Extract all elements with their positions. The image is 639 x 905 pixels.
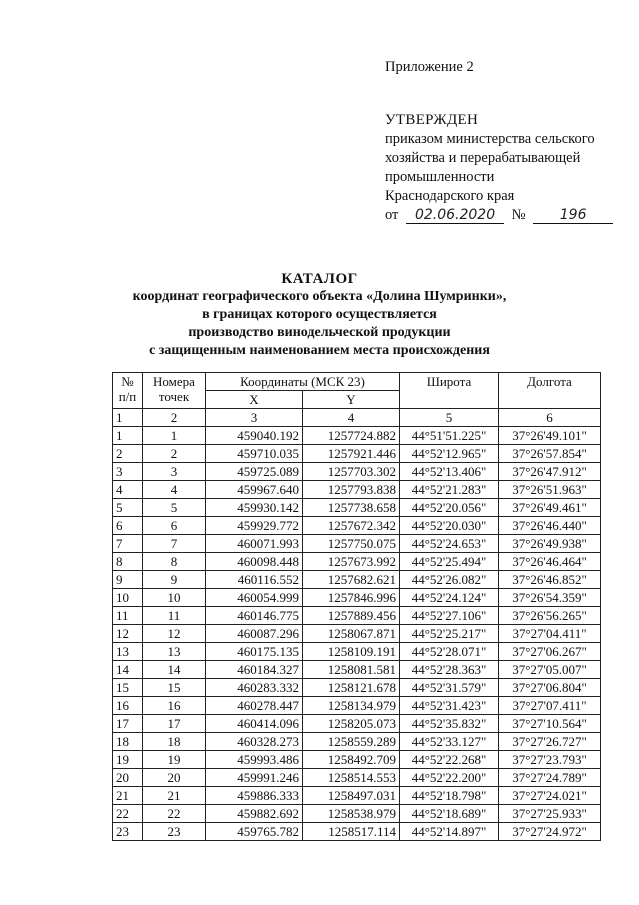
table-row — [113, 481, 601, 499]
index-cell: 1 — [113, 409, 143, 427]
header-y: Y — [303, 391, 400, 409]
x-cell: 459765.782 — [206, 823, 303, 841]
y-cell: 1257793.838 — [303, 481, 400, 499]
point-number-cell: 18 — [143, 733, 206, 751]
row-number-cell: 23 — [113, 823, 143, 841]
table-row — [113, 607, 601, 625]
table-row — [113, 427, 601, 445]
x-cell: 460087.296 — [206, 625, 303, 643]
y-cell: 1258134.979 — [303, 697, 400, 715]
x-cell: 459882.692 — [206, 805, 303, 823]
table-row — [113, 697, 601, 715]
longitude-cell: 37°26'54.359" — [499, 589, 601, 607]
point-number-cell: 11 — [143, 607, 206, 625]
longitude-cell: 37°27'23.793" — [499, 751, 601, 769]
longitude-cell: 37°27'06.804" — [499, 679, 601, 697]
latitude-cell: 44°52'26.082" — [400, 571, 499, 589]
longitude-cell: 37°27'07.411" — [499, 697, 601, 715]
row-number-cell: 21 — [113, 787, 143, 805]
table-row — [113, 787, 601, 805]
point-number-cell: 1 — [143, 427, 206, 445]
x-cell: 460414.096 — [206, 715, 303, 733]
heading-line-1: координат географического объекта «Долина Шумринки», — [132, 289, 507, 304]
point-number-cell: 19 — [143, 751, 206, 769]
header-lon: Долгота — [499, 373, 601, 409]
table-row — [113, 769, 601, 787]
point-number-cell: 14 — [143, 661, 206, 679]
row-number-cell: 20 — [113, 769, 143, 787]
latitude-cell: 44°52'14.897" — [400, 823, 499, 841]
order-date: 02.06.2020 — [406, 207, 504, 224]
point-number-cell: 16 — [143, 697, 206, 715]
row-number-cell: 16 — [113, 697, 143, 715]
latitude-cell: 44°52'20.056" — [400, 499, 499, 517]
table-row — [113, 499, 601, 517]
latitude-cell: 44°52'24.653" — [400, 535, 499, 553]
table-row — [113, 661, 601, 679]
point-number-cell: 2 — [143, 445, 206, 463]
header-no — [113, 373, 143, 409]
y-cell: 1258492.709 — [303, 751, 400, 769]
longitude-cell: 37°26'49.461" — [499, 499, 601, 517]
appendix-label: Приложение 2 — [385, 59, 474, 75]
y-cell: 1257682.621 — [303, 571, 400, 589]
header-points — [143, 373, 206, 409]
y-cell: 1258067.871 — [303, 625, 400, 643]
x-cell: 459967.640 — [206, 481, 303, 499]
longitude-cell: 37°27'05.007" — [499, 661, 601, 679]
y-cell: 1257738.658 — [303, 499, 400, 517]
y-cell: 1257750.075 — [303, 535, 400, 553]
latitude-cell: 44°52'22.200" — [400, 769, 499, 787]
header-no-top: № — [121, 374, 134, 389]
point-number-cell: 5 — [143, 499, 206, 517]
row-number-cell: 12 — [113, 625, 143, 643]
heading-line-4: с защищенным наименованием места происхождения — [149, 343, 490, 358]
header-no-bottom: п/п — [118, 389, 137, 404]
order-line-4: Краснодарского края — [385, 188, 515, 204]
coordinates-table — [112, 372, 601, 841]
x-cell: 460098.448 — [206, 553, 303, 571]
table-row — [113, 445, 601, 463]
longitude-cell: 37°27'24.789" — [499, 769, 601, 787]
point-number-cell: 23 — [143, 823, 206, 841]
y-cell: 1258514.553 — [303, 769, 400, 787]
row-number-cell: 9 — [113, 571, 143, 589]
row-number-cell: 5 — [113, 499, 143, 517]
y-cell: 1257846.996 — [303, 589, 400, 607]
row-number-cell: 8 — [113, 553, 143, 571]
table-row — [113, 823, 601, 841]
row-number-cell: 4 — [113, 481, 143, 499]
point-number-cell: 17 — [143, 715, 206, 733]
header-points-bottom: точек — [158, 389, 190, 404]
x-cell: 460175.135 — [206, 643, 303, 661]
y-cell: 1258081.581 — [303, 661, 400, 679]
longitude-cell: 37°26'49.938" — [499, 535, 601, 553]
index-cell: 2 — [143, 409, 206, 427]
latitude-cell: 44°52'25.494" — [400, 553, 499, 571]
longitude-cell: 37°26'51.963" — [499, 481, 601, 499]
longitude-cell: 37°26'56.265" — [499, 607, 601, 625]
column-index-row — [113, 409, 601, 427]
order-number: 196 — [533, 207, 613, 224]
table-row — [113, 751, 601, 769]
point-number-cell: 10 — [143, 589, 206, 607]
point-number-cell: 13 — [143, 643, 206, 661]
number-label: № — [511, 207, 526, 223]
latitude-cell: 44°52'24.124" — [400, 589, 499, 607]
y-cell: 1257672.342 — [303, 517, 400, 535]
latitude-cell: 44°52'18.689" — [400, 805, 499, 823]
x-cell: 460116.552 — [206, 571, 303, 589]
y-cell: 1257889.456 — [303, 607, 400, 625]
order-line-3: промышленности — [385, 169, 495, 185]
y-cell: 1257673.992 — [303, 553, 400, 571]
heading-line-3: производство винодельческой продукции — [188, 325, 451, 340]
longitude-cell: 37°26'46.852" — [499, 571, 601, 589]
point-number-cell: 3 — [143, 463, 206, 481]
x-cell: 459929.772 — [206, 517, 303, 535]
longitude-cell: 37°26'57.854" — [499, 445, 601, 463]
y-cell: 1257703.302 — [303, 463, 400, 481]
longitude-cell: 37°27'25.933" — [499, 805, 601, 823]
index-cell: 4 — [303, 409, 400, 427]
table-row — [113, 463, 601, 481]
index-cell: 5 — [400, 409, 499, 427]
latitude-cell: 44°52'25.217" — [400, 625, 499, 643]
row-number-cell: 10 — [113, 589, 143, 607]
table-body — [113, 409, 601, 841]
longitude-cell: 37°26'46.440" — [499, 517, 601, 535]
point-number-cell: 15 — [143, 679, 206, 697]
latitude-cell: 44°52'31.579" — [400, 679, 499, 697]
x-cell: 460146.775 — [206, 607, 303, 625]
point-number-cell: 22 — [143, 805, 206, 823]
longitude-cell: 37°27'24.021" — [499, 787, 601, 805]
y-cell: 1258109.191 — [303, 643, 400, 661]
table-row — [113, 643, 601, 661]
x-cell: 460283.332 — [206, 679, 303, 697]
row-number-cell: 7 — [113, 535, 143, 553]
latitude-cell: 44°52'22.268" — [400, 751, 499, 769]
y-cell: 1257921.446 — [303, 445, 400, 463]
x-cell: 459710.035 — [206, 445, 303, 463]
longitude-cell: 37°26'46.464" — [499, 553, 601, 571]
row-number-cell: 19 — [113, 751, 143, 769]
x-cell: 459886.333 — [206, 787, 303, 805]
row-number-cell: 18 — [113, 733, 143, 751]
y-cell: 1258559.289 — [303, 733, 400, 751]
x-cell: 460278.447 — [206, 697, 303, 715]
row-number-cell: 14 — [113, 661, 143, 679]
latitude-cell: 44°52'28.363" — [400, 661, 499, 679]
order-line-2: хозяйства и перерабатывающей — [385, 150, 581, 166]
row-number-cell: 13 — [113, 643, 143, 661]
x-cell: 460054.999 — [206, 589, 303, 607]
table-row — [113, 679, 601, 697]
point-number-cell: 21 — [143, 787, 206, 805]
y-cell: 1258538.979 — [303, 805, 400, 823]
point-number-cell: 9 — [143, 571, 206, 589]
y-cell: 1258205.073 — [303, 715, 400, 733]
longitude-cell: 37°27'06.267" — [499, 643, 601, 661]
index-cell: 6 — [499, 409, 601, 427]
latitude-cell: 44°52'28.071" — [400, 643, 499, 661]
latitude-cell: 44°52'27.106" — [400, 607, 499, 625]
x-cell: 460184.327 — [206, 661, 303, 679]
table-row — [113, 805, 601, 823]
y-cell: 1258121.678 — [303, 679, 400, 697]
table-row — [113, 571, 601, 589]
longitude-cell: 37°27'24.972" — [499, 823, 601, 841]
header-row-1 — [113, 373, 601, 391]
latitude-cell: 44°52'33.127" — [400, 733, 499, 751]
table-row — [113, 535, 601, 553]
longitude-cell: 37°26'47.912" — [499, 463, 601, 481]
latitude-cell: 44°52'35.832" — [400, 715, 499, 733]
x-cell: 459993.486 — [206, 751, 303, 769]
latitude-cell: 44°52'21.283" — [400, 481, 499, 499]
table-row — [113, 715, 601, 733]
approval-block — [385, 58, 613, 225]
order-date-number-line — [385, 206, 613, 225]
longitude-cell: 37°27'10.564" — [499, 715, 601, 733]
index-cell: 3 — [206, 409, 303, 427]
x-cell: 460071.993 — [206, 535, 303, 553]
latitude-cell: 44°52'20.030" — [400, 517, 499, 535]
order-line-1: приказом министерства сельского — [385, 131, 595, 147]
latitude-cell: 44°52'12.965" — [400, 445, 499, 463]
catalog-heading — [0, 270, 639, 360]
row-number-cell: 1 — [113, 427, 143, 445]
catalog-title: КАТАЛОГ — [281, 271, 358, 287]
point-number-cell: 4 — [143, 481, 206, 499]
x-cell: 459725.089 — [206, 463, 303, 481]
header-coords: Координаты (МСК 23) — [206, 373, 400, 391]
heading-line-2: в границах которого осуществляется — [202, 307, 437, 322]
table-row — [113, 589, 601, 607]
point-number-cell: 6 — [143, 517, 206, 535]
point-number-cell: 7 — [143, 535, 206, 553]
x-cell: 459930.142 — [206, 499, 303, 517]
y-cell: 1257724.882 — [303, 427, 400, 445]
point-number-cell: 20 — [143, 769, 206, 787]
header-x: X — [206, 391, 303, 409]
x-cell: 459040.192 — [206, 427, 303, 445]
header-points-top: Номера — [153, 374, 195, 389]
row-number-cell: 3 — [113, 463, 143, 481]
header-lat: Широта — [400, 373, 499, 409]
y-cell: 1258497.031 — [303, 787, 400, 805]
table-row — [113, 517, 601, 535]
row-number-cell: 11 — [113, 607, 143, 625]
from-label: от — [385, 207, 399, 223]
table-row — [113, 733, 601, 751]
row-number-cell: 6 — [113, 517, 143, 535]
point-number-cell: 8 — [143, 553, 206, 571]
longitude-cell: 37°27'26.727" — [499, 733, 601, 751]
row-number-cell: 2 — [113, 445, 143, 463]
row-number-cell: 15 — [113, 679, 143, 697]
x-cell: 460328.273 — [206, 733, 303, 751]
point-number-cell: 12 — [143, 625, 206, 643]
approved-label: УТВЕРЖДЕН — [385, 112, 479, 128]
latitude-cell: 44°52'13.406" — [400, 463, 499, 481]
longitude-cell: 37°26'49.101" — [499, 427, 601, 445]
table-row — [113, 625, 601, 643]
row-number-cell: 17 — [113, 715, 143, 733]
latitude-cell: 44°52'31.423" — [400, 697, 499, 715]
table-row — [113, 553, 601, 571]
y-cell: 1258517.114 — [303, 823, 400, 841]
latitude-cell: 44°52'18.798" — [400, 787, 499, 805]
row-number-cell: 22 — [113, 805, 143, 823]
x-cell: 459991.246 — [206, 769, 303, 787]
latitude-cell: 44°51'51.225" — [400, 427, 499, 445]
longitude-cell: 37°27'04.411" — [499, 625, 601, 643]
